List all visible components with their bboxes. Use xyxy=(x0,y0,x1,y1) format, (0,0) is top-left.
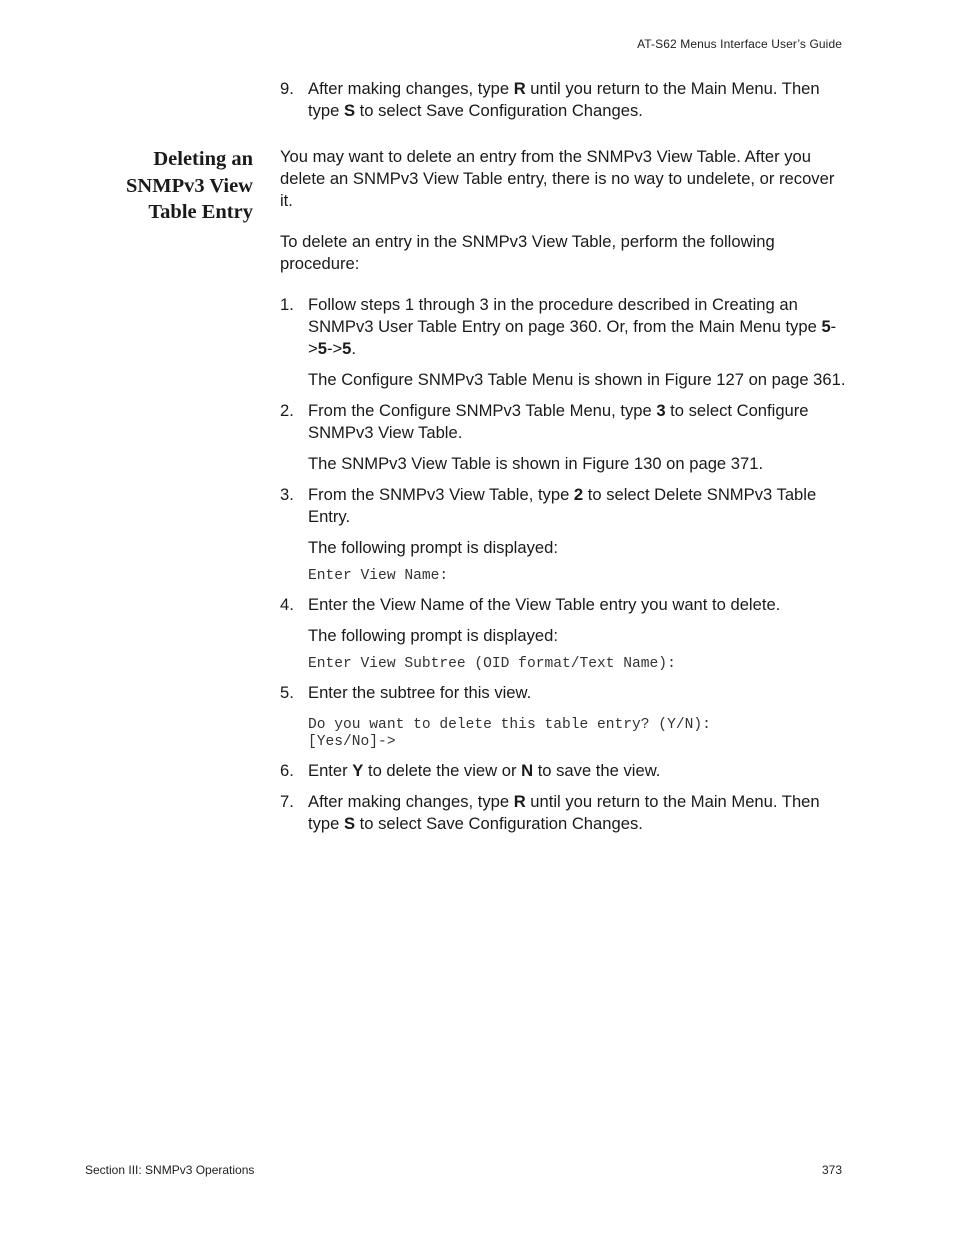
step-number: 1. xyxy=(280,295,294,314)
step-text: to delete the view or xyxy=(363,761,522,780)
step-text: until you return to the Main Menu. Then type xyxy=(308,79,820,120)
section-heading xyxy=(90,146,253,226)
procedure-intro: To delete an entry in the SNMPv3 View Table, perform the following procedure: xyxy=(280,232,775,273)
step-6 xyxy=(280,760,846,782)
arrow-separator: -> xyxy=(308,317,837,358)
step-text: From the SNMPv3 View Table, type xyxy=(308,485,574,504)
step-text: to select Configure SNMPv3 View Table. xyxy=(308,401,809,442)
step-4 xyxy=(280,594,846,616)
step-note: The following prompt is displayed: xyxy=(308,626,558,645)
footer-section: Section III: SNMPv3 Operations xyxy=(85,1163,255,1177)
step-7 xyxy=(280,791,846,835)
step-text: . xyxy=(351,339,357,358)
step-text: to select Delete SNMPv3 Table Entry. xyxy=(308,485,817,526)
step-text: Enter the subtree for this view. xyxy=(308,683,532,702)
step-text: Follow steps 1 through 3 in the procedure described in Creating an SNMPv3 User Table Entry on page 360. Or, from the Main Menu type xyxy=(308,295,822,336)
step-3 xyxy=(280,484,846,528)
running-header: AT-S62 Menus Interface User’s Guide xyxy=(637,37,842,51)
step-text: until you return to the Main Menu. Then type xyxy=(308,792,820,833)
step-2 xyxy=(280,400,846,444)
key-y: Y xyxy=(352,761,364,780)
key-3: 3 xyxy=(656,401,666,420)
step-5 xyxy=(280,682,846,704)
key-r: R xyxy=(513,79,526,98)
step-number: 4. xyxy=(280,595,294,614)
step-text: to select Save Configuration Changes. xyxy=(355,101,643,120)
step-number: 2. xyxy=(280,401,294,420)
key-5: 5 xyxy=(342,339,352,358)
key-5: 5 xyxy=(821,317,831,336)
key-5: 5 xyxy=(317,339,327,358)
key-2: 2 xyxy=(573,485,584,504)
step-number: 5. xyxy=(280,683,294,702)
prompt-code-line: Do you want to delete this table entry? (Y/N): xyxy=(308,717,711,733)
step-note: The Configure SNMPv3 Table Menu is shown in Figure 127 on page 361. xyxy=(308,370,846,389)
step-number: 9. xyxy=(280,79,294,98)
step-text: to select Save Configuration Changes. xyxy=(355,814,643,833)
step-text: Enter the View Name of the View Table entry you want to delete. xyxy=(308,595,781,614)
step-number: 3. xyxy=(280,485,294,504)
arrow-separator: -> xyxy=(326,339,343,358)
prompt-code-line: [Yes/No]-> xyxy=(308,734,396,750)
step-note: The SNMPv3 View Table is shown in Figure 130 on page 371. xyxy=(308,454,764,473)
intro-step-9 xyxy=(280,78,846,122)
step-text: After making changes, type xyxy=(308,79,514,98)
step-text: Enter xyxy=(308,761,353,780)
prompt-code: Enter View Subtree (OID format/Text Name): xyxy=(308,656,676,672)
step-number: 7. xyxy=(280,792,294,811)
section-heading-line: Deleting an xyxy=(153,148,253,170)
section-heading-line: SNMPv3 View xyxy=(126,174,253,197)
step-text: After making changes, type xyxy=(308,792,514,811)
key-s: S xyxy=(343,814,356,833)
key-n: N xyxy=(521,761,534,780)
step-number: 6. xyxy=(280,761,294,780)
step-text: to save the view. xyxy=(533,761,661,780)
key-s: S xyxy=(343,101,356,120)
step-text: From the Configure SNMPv3 Table Menu, type xyxy=(308,401,657,420)
key-r: R xyxy=(513,792,526,811)
section-heading-line: Table Entry xyxy=(148,201,253,223)
prompt-code: Enter View Name: xyxy=(308,568,449,584)
step-1 xyxy=(280,294,846,360)
step-note: The following prompt is displayed: xyxy=(308,538,558,557)
intro-paragraph: You may want to delete an entry from the SNMPv3 View Table. After you delete an SNMPv3 View Table entry, there is no way to undelete, or recover it. xyxy=(280,147,835,210)
main-content xyxy=(280,78,846,844)
prompt-code xyxy=(308,717,846,751)
page-number: 373 xyxy=(821,1163,842,1177)
